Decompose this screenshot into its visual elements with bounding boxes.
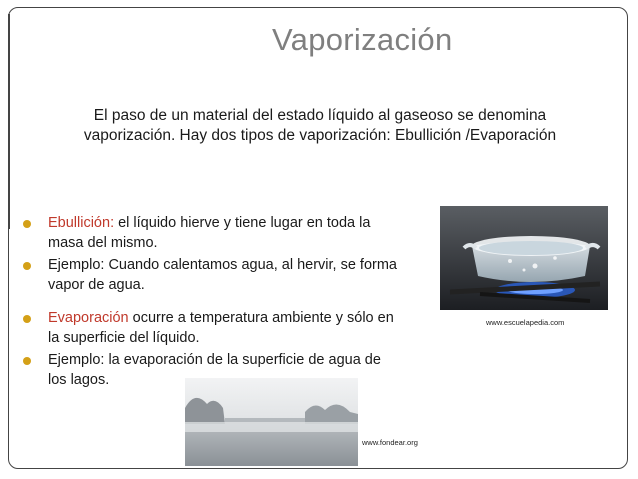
credit-pot: www.escuelapedia.com [486, 318, 565, 327]
term-evaporacion: Evaporación [48, 310, 129, 326]
bullet-list [20, 214, 400, 393]
bullet-dot-icon [23, 262, 31, 270]
bullet-dot-icon [23, 315, 31, 323]
bullet-text: ocurre a temperatura ambiente y sólo en la superficie del líquido. [48, 310, 394, 346]
bullet-dot-icon [23, 357, 31, 365]
misty-lake-photo [185, 378, 358, 466]
intro-text: El paso de un material del estado líquido al gaseoso se denomina vaporización. Hay dos tipos de vaporización: Ebullición /Evaporación [83, 107, 557, 144]
boiling-pot-photo [440, 206, 608, 310]
boiling-pot-illustration [440, 206, 608, 310]
term-ebullicion: Ebullición: [48, 215, 115, 231]
misty-lake-illustration [185, 378, 358, 466]
bullet-ejemplo-ebullicion [20, 256, 400, 295]
left-rule [8, 14, 10, 229]
slide-title: Vaporización [272, 22, 453, 57]
credit-lake: www.fondear.org [362, 438, 418, 447]
bullet-text: el líquido hierve y tiene lugar en toda la masa del mismo. [48, 215, 371, 251]
bullet-ebullicion [20, 214, 400, 253]
bullet-text: Ejemplo: la evaporación de la superficie de agua de los lagos. [48, 352, 381, 388]
bullet-text: Ejemplo: Cuando calentamos agua, al hervir, se forma vapor de agua. [48, 257, 397, 293]
bullet-evaporacion [20, 309, 400, 348]
bullet-dot-icon [23, 220, 31, 228]
